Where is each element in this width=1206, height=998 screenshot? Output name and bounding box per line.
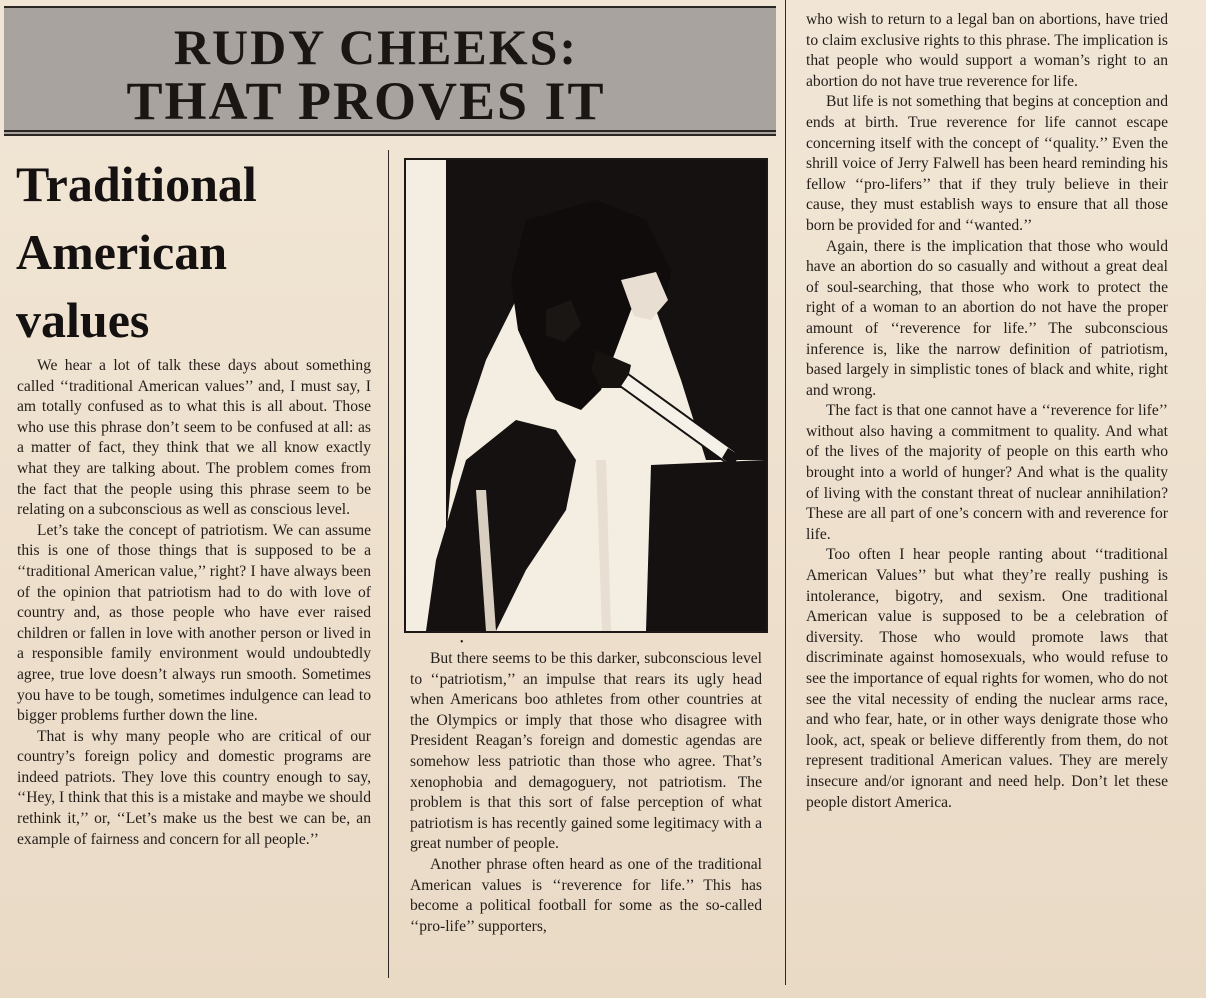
paragraph: We hear a lot of talk these days about something called ‘‘traditional American values’’ and, I must say, I am totally confused as to what this is all about. Those who use this phrase don’t seem to be confused at all: as a matter of fact, they think that we all know exactly what they are talking about. The problem comes from the fact that the people using this phrase seem to be relating on a subconscious as well as conscious level. bbox=[17, 357, 371, 519]
column-banner bbox=[4, 6, 776, 136]
banner-line-2: THAT PROVES IT bbox=[126, 71, 606, 131]
paragraph: Let’s take the concept of patriotism. We can assume this is one of those things that is supposed to be a ‘‘traditional American value,’’ right? I have always been of the opinion that patriotism had to do with love of country and, as those people who have ever raised children or fallen in love with another person or lived in a responsible family environment would undoubtedly agree, true love doesn’t always run smooth. Sometimes you have to be tough, sometimes indulgence can lead to bigger problems further down the line. bbox=[17, 521, 371, 725]
paragraph: But there seems to be this darker, subconscious level to ‘‘patriotism,’’ an impulse that rears its ugly head when Americans boo athletes from other countries at the Olympics or imply that those who disagree with President Reagan’s foreign and domestic agendas are somehow less patriotic than those who agree. That’s xenophobia and demagoguery, not patriotism. The problem is that this sort of false perception of what patriotism is has recently gained some legitimacy with a great number of people. bbox=[410, 650, 762, 853]
paragraph: Too often I hear people ranting about ‘‘traditional American Values’’ but what they’re really pushing is intolerance, bigotry, and sexism. One traditional American value is supposed to be a celebration of diversity. Those who would promote laws that discriminate against homosexuals, who would refuse to see the importance of equal rights for women, who do not see the vital necessity of ending the nuclear arms race, and who fear, hate, or in other ways denigrate those who look, act, speak or believe differently from them, do not represent traditional American values. They are merely insecure and/or ignorant and need help. Don’t let these people distort America. bbox=[806, 546, 1168, 811]
headline-line-1: Traditional bbox=[16, 156, 257, 212]
paragraph: Again, there is the implication that those who would have an abortion do so casually and without a great deal of soul-searching, that those who work to protect the right of a woman to an abortion do not have the proper amount of ‘‘reverence for life.’’ The subconscious inference is, like the narrow definition of patriotism, based largely in simplistic tones of black and white, right and wrong. bbox=[806, 237, 1168, 399]
photo-mark: • bbox=[460, 637, 464, 648]
column-divider-1 bbox=[388, 150, 389, 978]
paragraph: That is why many people who are critical of our country’s foreign policy and domestic programs are indeed patriots. They love this country enough to say, ‘‘Hey, I think that this is a mistake and maybe we should rethink it,’’ or, ‘‘Let’s make us the best we can be, an example of fairness and concern for all people.’’ bbox=[17, 727, 371, 848]
paragraph: The fact is that one cannot have a ‘‘reverence for life’’ without also having a commitment to quality. And what of the lives of the majority of people on this earth who brought into a world of hunger? And what is the quality of living with the constant threat of nuclear annihilation? These are all part of one’s concern with and reverence for life. bbox=[806, 402, 1168, 543]
article-column-2 bbox=[410, 649, 762, 937]
headline-line-2: American bbox=[16, 224, 228, 280]
headline-line-3: values bbox=[16, 292, 150, 348]
article-headline bbox=[16, 150, 376, 354]
banner-line-1: RUDY CHEEKS: bbox=[173, 19, 579, 75]
article-column-3 bbox=[806, 10, 1168, 813]
article-photo bbox=[404, 158, 768, 633]
paragraph: But life is not something that begins at conception and ends at birth. True reverence for life cannot escape concerning itself with the concept of ‘‘quality.’’ Even the shrill voice of Jerry Falwell has been heard reminding his fellow ‘‘pro-lifers’’ that if they truly believe in their cause, they must establish ways to ensure that all those born be provided for and ‘‘wanted.’’ bbox=[806, 93, 1168, 234]
article-column-1 bbox=[17, 356, 371, 850]
paragraph: who wish to return to a legal ban on abortions, have tried to claim exclusive rights to this phrase. The implication is that people who would support a woman’s right to an abortion do not have true reverence for life. bbox=[806, 11, 1168, 90]
paragraph: Another phrase often heard as one of the traditional American values is ‘‘reverence for life.’’ This has become a political football for some as the so-called ‘‘pro-life’’ supporters, bbox=[410, 855, 762, 935]
portrait-smoking-cigarette-icon bbox=[406, 160, 766, 631]
column-divider-2 bbox=[785, 0, 786, 985]
